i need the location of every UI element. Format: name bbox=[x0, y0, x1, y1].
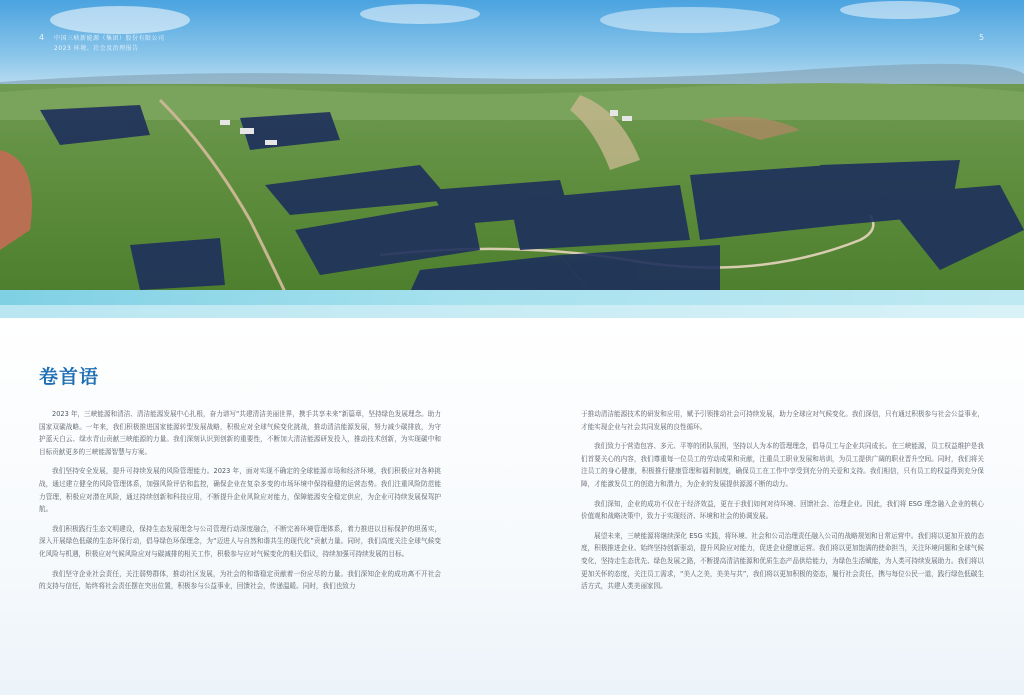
paragraph: 我们深知，企业的成功不仅在于经济效益，更在于我们如何对待环境、回馈社会、治理企业。因此，我们将 ESG 理念融入企业的核心价值观和战略决策中，致力于实现经济、环境和社会的协调发展。 bbox=[581, 499, 984, 521]
paragraph: 我们坚持安全发展，提升可持续发展的风险管理能力。2023 年，面对实现不确定的全球能源市场和经济环境，我们积极应对各种挑战，通过建立健全的风险管理体系，加强风险评估和监控，确保企业在复杂多变的市场环境中保持稳健的运营态势。我们注重风险防范能力管理，积极应对潜在风险，通过持续创新和科技应用，不断提升企业风险应对能力，保障能源安全稳定供应，为企业可持续发展保驾护航。 bbox=[39, 467, 441, 514]
paragraph: 我们坚守企业社会责任，关注弱势群体，推动社区发展，为社会的和谐稳定贡献着一份应尽的力量。我们深知企业的成功离不开社会的支持与信任，始终将社会责任摆在突出位置，积极参与公益事业，回馈社会，传递温暖。同时，我们也致力 bbox=[39, 569, 441, 591]
page-number-left: 4 bbox=[39, 33, 45, 42]
paragraph: 展望未来，三峡能源将继续深化 ESG 实践，将环境、社会和公司治理责任融入公司的战略规划和日常运营中。我们将以更加开放的态度，积极推进企业、始终坚持创新驱动，提升风险应对能力，促进企业健康运营。我们将以更加饱满的使命担当，关注环境问题和全球气候变化，坚持走生态优先、绿色发展之路，不断提高清洁能源和优质生态产品供给能力，为绿色生活赋能，为人类可持续发展助力。我们将以更加关怀的态度，关注员工需求，“美人之美，美美与共”，我们将以更加积极的姿态，履行社会责任，携与每位公民一道，践行绿色低碳生活方式，共建人类美丽家园。 bbox=[581, 531, 984, 591]
section-title: 卷首语 bbox=[39, 366, 100, 388]
right-text-column bbox=[581, 408, 984, 600]
paragraph: 于推动清洁能源技术的研发和应用，赋予引领推动社会可持续发展，助力全球应对气候变化。我们深信，只有通过积极参与社会公益事业，才能实现企业与社会共同发展的良性循环。 bbox=[581, 410, 984, 431]
decorative-band-light bbox=[0, 305, 1024, 318]
left-text-column bbox=[39, 408, 441, 600]
cover-photo-solar-farm bbox=[0, 0, 1024, 292]
paragraph: 我们积极践行生态文明建设，保持生态发展理念与公司管理行动深度融合，不断完善环境管理体系，着力推进以目标保护的坦荡实，深入开展绿色低碳的生态环保行动，倡导绿色环保理念，为“迈进人与自然和谐共生的现代化”贡献力量。同时，我们高度关注全球气候变化风险与机遇，积极应对气候风险应对与碳减排的相关工作，积极参与应对气候变化的相关倡议，持续加强可持续发展的目标。 bbox=[39, 524, 441, 558]
paragraph: 2023 年，三峡能源和清洁、清洁能源发展中心扎根，奋力谱写“共建清洁美丽世界，携手共享未来”新篇章，坚持绿色发展理念。助力国家双碳战略。一年来，我们积极推进国家能源转型发展战略，积极应对全球气候变化挑战，推动清洁能源发展，努力减少碳排放，为守护蓝天白云、绿水青山贡献三峡能源的力量。我们深刻认识到创新的重要性，不断加大清洁能源研发投入，推动技术创新，为实现碳中和目标贡献更多的三峡能源智慧与方案。 bbox=[39, 410, 441, 456]
header-company-name: 中国三峡新能源（集团）股份有限公司 bbox=[54, 35, 165, 42]
paragraph: 我们致力于营造包容、多元、平等的团队氛围，坚持以人为本的管理理念，倡导员工与企业共同成长。在三峡能源，员工权益维护是我们首要关心的内容，我们尊重每一位员工的劳动成果和贡献，注重员工职业发展和培训，为员工提供广阔的职业晋升空间。同时，我们将关注员工的身心健康，积极推行健康管理和福利制度，确保员工在工作中享受到充分的关爱和支持。我们相信，只有员工的权益得到充分保障，才能激发员工的创造力和潜力，为企业的发展提供源源不断的动力。 bbox=[581, 442, 984, 488]
page-number-right: 5 bbox=[979, 33, 985, 42]
header-report-name: 2023 环境、社会及治理报告 bbox=[54, 45, 139, 52]
